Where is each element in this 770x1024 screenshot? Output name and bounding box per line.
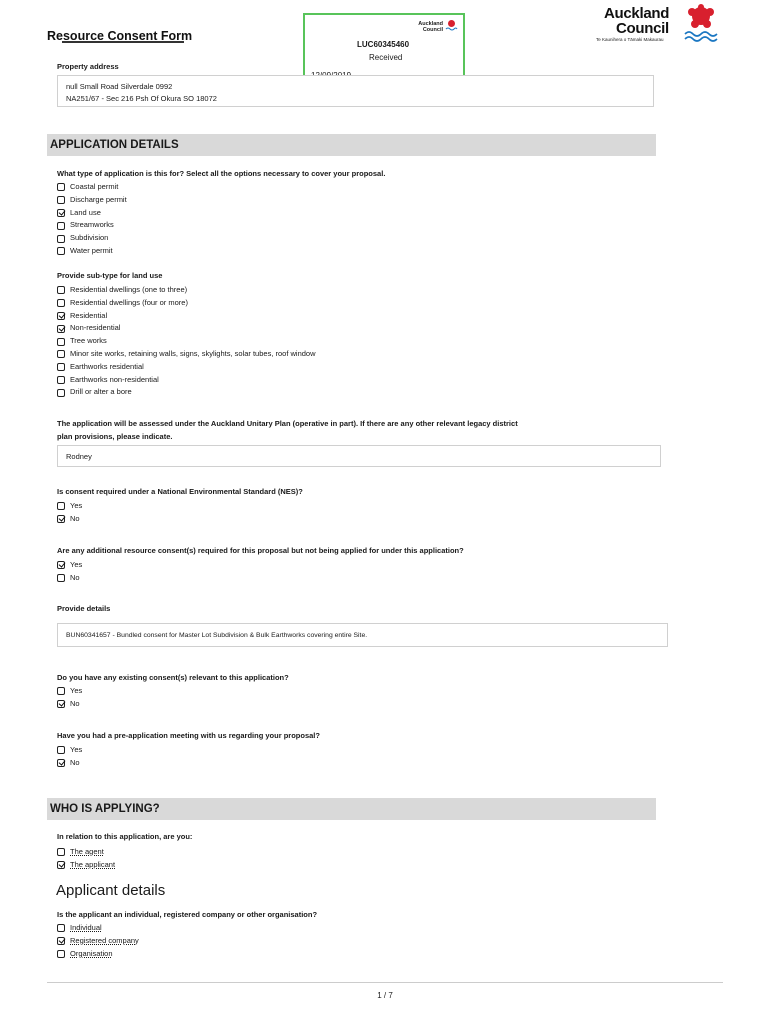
option-item[interactable]: [57, 757, 82, 770]
stamp-logo-line1: Auckland: [418, 21, 443, 27]
checkbox-checked[interactable]: [57, 312, 65, 320]
option-item[interactable]: [57, 698, 82, 711]
option-item[interactable]: [57, 572, 82, 585]
page-number: 1 / 7: [377, 991, 393, 1000]
option-item[interactable]: [57, 284, 316, 297]
checkbox-checked[interactable]: [57, 561, 65, 569]
role-question: In relation to this application, are you:: [57, 832, 193, 841]
option-item[interactable]: [57, 744, 82, 757]
option-label: Water permit: [70, 245, 113, 255]
option-item[interactable]: [57, 245, 127, 258]
option-item[interactable]: [57, 322, 316, 335]
option-label[interactable]: The agent: [70, 847, 104, 856]
nes-question: Is consent required under a National Environmental Standard (NES)?: [57, 487, 303, 496]
option-item[interactable]: [57, 513, 82, 526]
role-options: [57, 846, 115, 872]
plan-question-line1: The application will be assessed under the Auckland Unitary Plan (operative in part). If there are any other relevant legacy district: [57, 419, 518, 428]
plan-provisions-field[interactable]: [57, 445, 661, 467]
footer-divider: [47, 982, 723, 983]
additional-consent-options: [57, 559, 82, 585]
option-label: Non-residential: [70, 323, 121, 333]
pre-application-question: Have you had a pre-application meeting with us regarding your proposal?: [57, 731, 320, 740]
logo-tagline: Te Kaunihera o Tāmaki Makaurau: [596, 37, 664, 42]
pohutukawa-flower-icon: [682, 4, 720, 44]
option-item[interactable]: [57, 685, 82, 698]
option-item[interactable]: [57, 374, 316, 387]
option-label: Subdivision: [70, 233, 109, 243]
application-type-options: [57, 181, 127, 258]
existing-consent-options: [57, 685, 82, 711]
plan-provisions-value: Rodney: [66, 452, 92, 461]
property-address-line1: null Small Road Silverdale 0992: [66, 82, 173, 91]
checkbox-unchecked[interactable]: [57, 338, 65, 346]
checkbox-unchecked[interactable]: [57, 376, 65, 384]
stamp-logo-line2: Council: [422, 27, 443, 33]
checkbox-unchecked[interactable]: [57, 950, 65, 958]
logo-line1: Auckland: [604, 5, 670, 22]
option-label: Land use: [70, 207, 101, 217]
form-title: Resource Consent Form: [47, 29, 193, 43]
checkbox-checked[interactable]: [57, 937, 65, 945]
checkbox-checked[interactable]: [57, 325, 65, 333]
option-label: Yes: [70, 745, 83, 754]
checkbox-unchecked[interactable]: [57, 848, 65, 856]
option-label: Drill or alter a bore: [70, 387, 132, 397]
option-item[interactable]: [57, 335, 316, 348]
option-item[interactable]: [57, 207, 127, 220]
checkbox-unchecked[interactable]: [57, 299, 65, 307]
checkbox-unchecked[interactable]: [57, 363, 65, 371]
checkbox-unchecked[interactable]: [57, 350, 65, 358]
option-item[interactable]: [57, 386, 316, 399]
option-item[interactable]: [57, 232, 127, 245]
option-label: Earthworks residential: [70, 361, 144, 371]
logo-line2: Council: [616, 20, 669, 37]
checkbox-checked[interactable]: [57, 209, 65, 217]
additional-consent-question: Are any additional resource consent(s) required for this proposal but not being applied for under this application?: [57, 546, 464, 555]
property-address-line2: NA251/67 - Sec 216 Psh Of Okura SO 18072: [66, 94, 217, 103]
option-label: Discharge permit: [70, 194, 127, 204]
nes-options: [57, 500, 82, 526]
option-label: No: [70, 698, 80, 708]
checkbox-unchecked[interactable]: [57, 183, 65, 191]
existing-consent-question: Do you have any existing consent(s) relevant to this application?: [57, 673, 289, 682]
checkbox-unchecked[interactable]: [57, 502, 65, 510]
provide-details-label: Provide details: [57, 604, 111, 613]
option-item[interactable]: [57, 559, 82, 572]
option-label: No: [70, 572, 80, 582]
stamp-status: Received: [369, 53, 403, 62]
option-label: Yes: [70, 560, 83, 569]
applicant-details-heading: Applicant details: [56, 882, 166, 899]
option-label: Yes: [70, 686, 83, 695]
checkbox-unchecked[interactable]: [57, 196, 65, 204]
provide-details-field[interactable]: [57, 623, 668, 647]
checkbox-checked[interactable]: [57, 700, 65, 708]
option-label[interactable]: Registered company: [70, 935, 139, 945]
checkbox-unchecked[interactable]: [57, 235, 65, 243]
option-label[interactable]: Individual: [70, 923, 102, 932]
checkbox-unchecked[interactable]: [57, 247, 65, 255]
option-item[interactable]: [57, 948, 139, 961]
checkbox-unchecked[interactable]: [57, 924, 65, 932]
option-item[interactable]: [57, 361, 316, 374]
land-use-subtype-question: Provide sub-type for land use: [57, 271, 163, 280]
application-details-heading: APPLICATION DETAILS: [47, 134, 656, 156]
option-item[interactable]: [57, 219, 127, 232]
application-type-question: What type of application is this for? Select all the options necessary to cover your proposal.: [57, 169, 386, 178]
entity-type-options: [57, 922, 139, 960]
checkbox-checked[interactable]: [57, 515, 65, 523]
option-label[interactable]: Organisation: [70, 948, 113, 958]
option-label: Residential dwellings (one to three): [70, 285, 188, 294]
checkbox-unchecked[interactable]: [57, 286, 65, 294]
stamp-flower-icon: [445, 19, 458, 33]
option-item[interactable]: [57, 348, 316, 361]
option-item[interactable]: [57, 181, 127, 194]
option-item[interactable]: [57, 846, 115, 859]
provide-details-value: BUN60341657 - Bundled consent for Master Lot Subdivision & Bulk Earthworks covering entire Site.: [66, 632, 368, 639]
option-item[interactable]: [57, 310, 316, 323]
land-use-subtype-options: [57, 284, 316, 399]
received-stamp: [303, 13, 465, 83]
option-label: Yes: [70, 501, 83, 510]
option-label: No: [70, 757, 80, 767]
property-address-field[interactable]: [57, 75, 654, 107]
entity-type-question: Is the applicant an individual, registered company or other organisation?: [57, 910, 318, 919]
who-is-applying-heading: WHO IS APPLYING?: [47, 798, 656, 820]
stamp-logo: [418, 21, 443, 33]
checkbox-unchecked[interactable]: [57, 574, 65, 582]
option-item[interactable]: [57, 500, 82, 513]
checkbox-unchecked[interactable]: [57, 222, 65, 230]
property-address-label: Property address: [57, 62, 119, 71]
stamp-reference: LUC60345460: [357, 40, 410, 49]
title-strike-divider: [62, 41, 184, 44]
option-label: Residential: [70, 310, 108, 320]
pre-application-options: [57, 744, 82, 770]
option-label: Earthworks non-residential: [70, 374, 159, 384]
option-label: Streamworks: [70, 220, 114, 230]
auckland-council-logo: [596, 4, 720, 44]
option-item[interactable]: [57, 297, 316, 310]
option-label: Residential dwellings (four or more): [70, 297, 188, 307]
option-item[interactable]: [57, 859, 115, 872]
checkbox-unchecked[interactable]: [57, 746, 65, 754]
option-item[interactable]: [57, 922, 139, 935]
option-label: No: [70, 513, 80, 523]
plan-question-line2: plan provisions, please indicate.: [57, 432, 173, 441]
option-label: Minor site works, retaining walls, signs, skylights, solar tubes, roof window: [70, 348, 316, 358]
option-label[interactable]: The applicant: [70, 859, 116, 869]
checkbox-checked[interactable]: [57, 759, 65, 767]
checkbox-unchecked[interactable]: [57, 687, 65, 695]
checkbox-checked[interactable]: [57, 861, 65, 869]
option-label: Tree works: [70, 336, 107, 346]
option-item[interactable]: [57, 194, 127, 207]
checkbox-unchecked[interactable]: [57, 389, 65, 397]
option-label: Coastal permit: [70, 182, 119, 191]
option-item[interactable]: [57, 935, 139, 948]
